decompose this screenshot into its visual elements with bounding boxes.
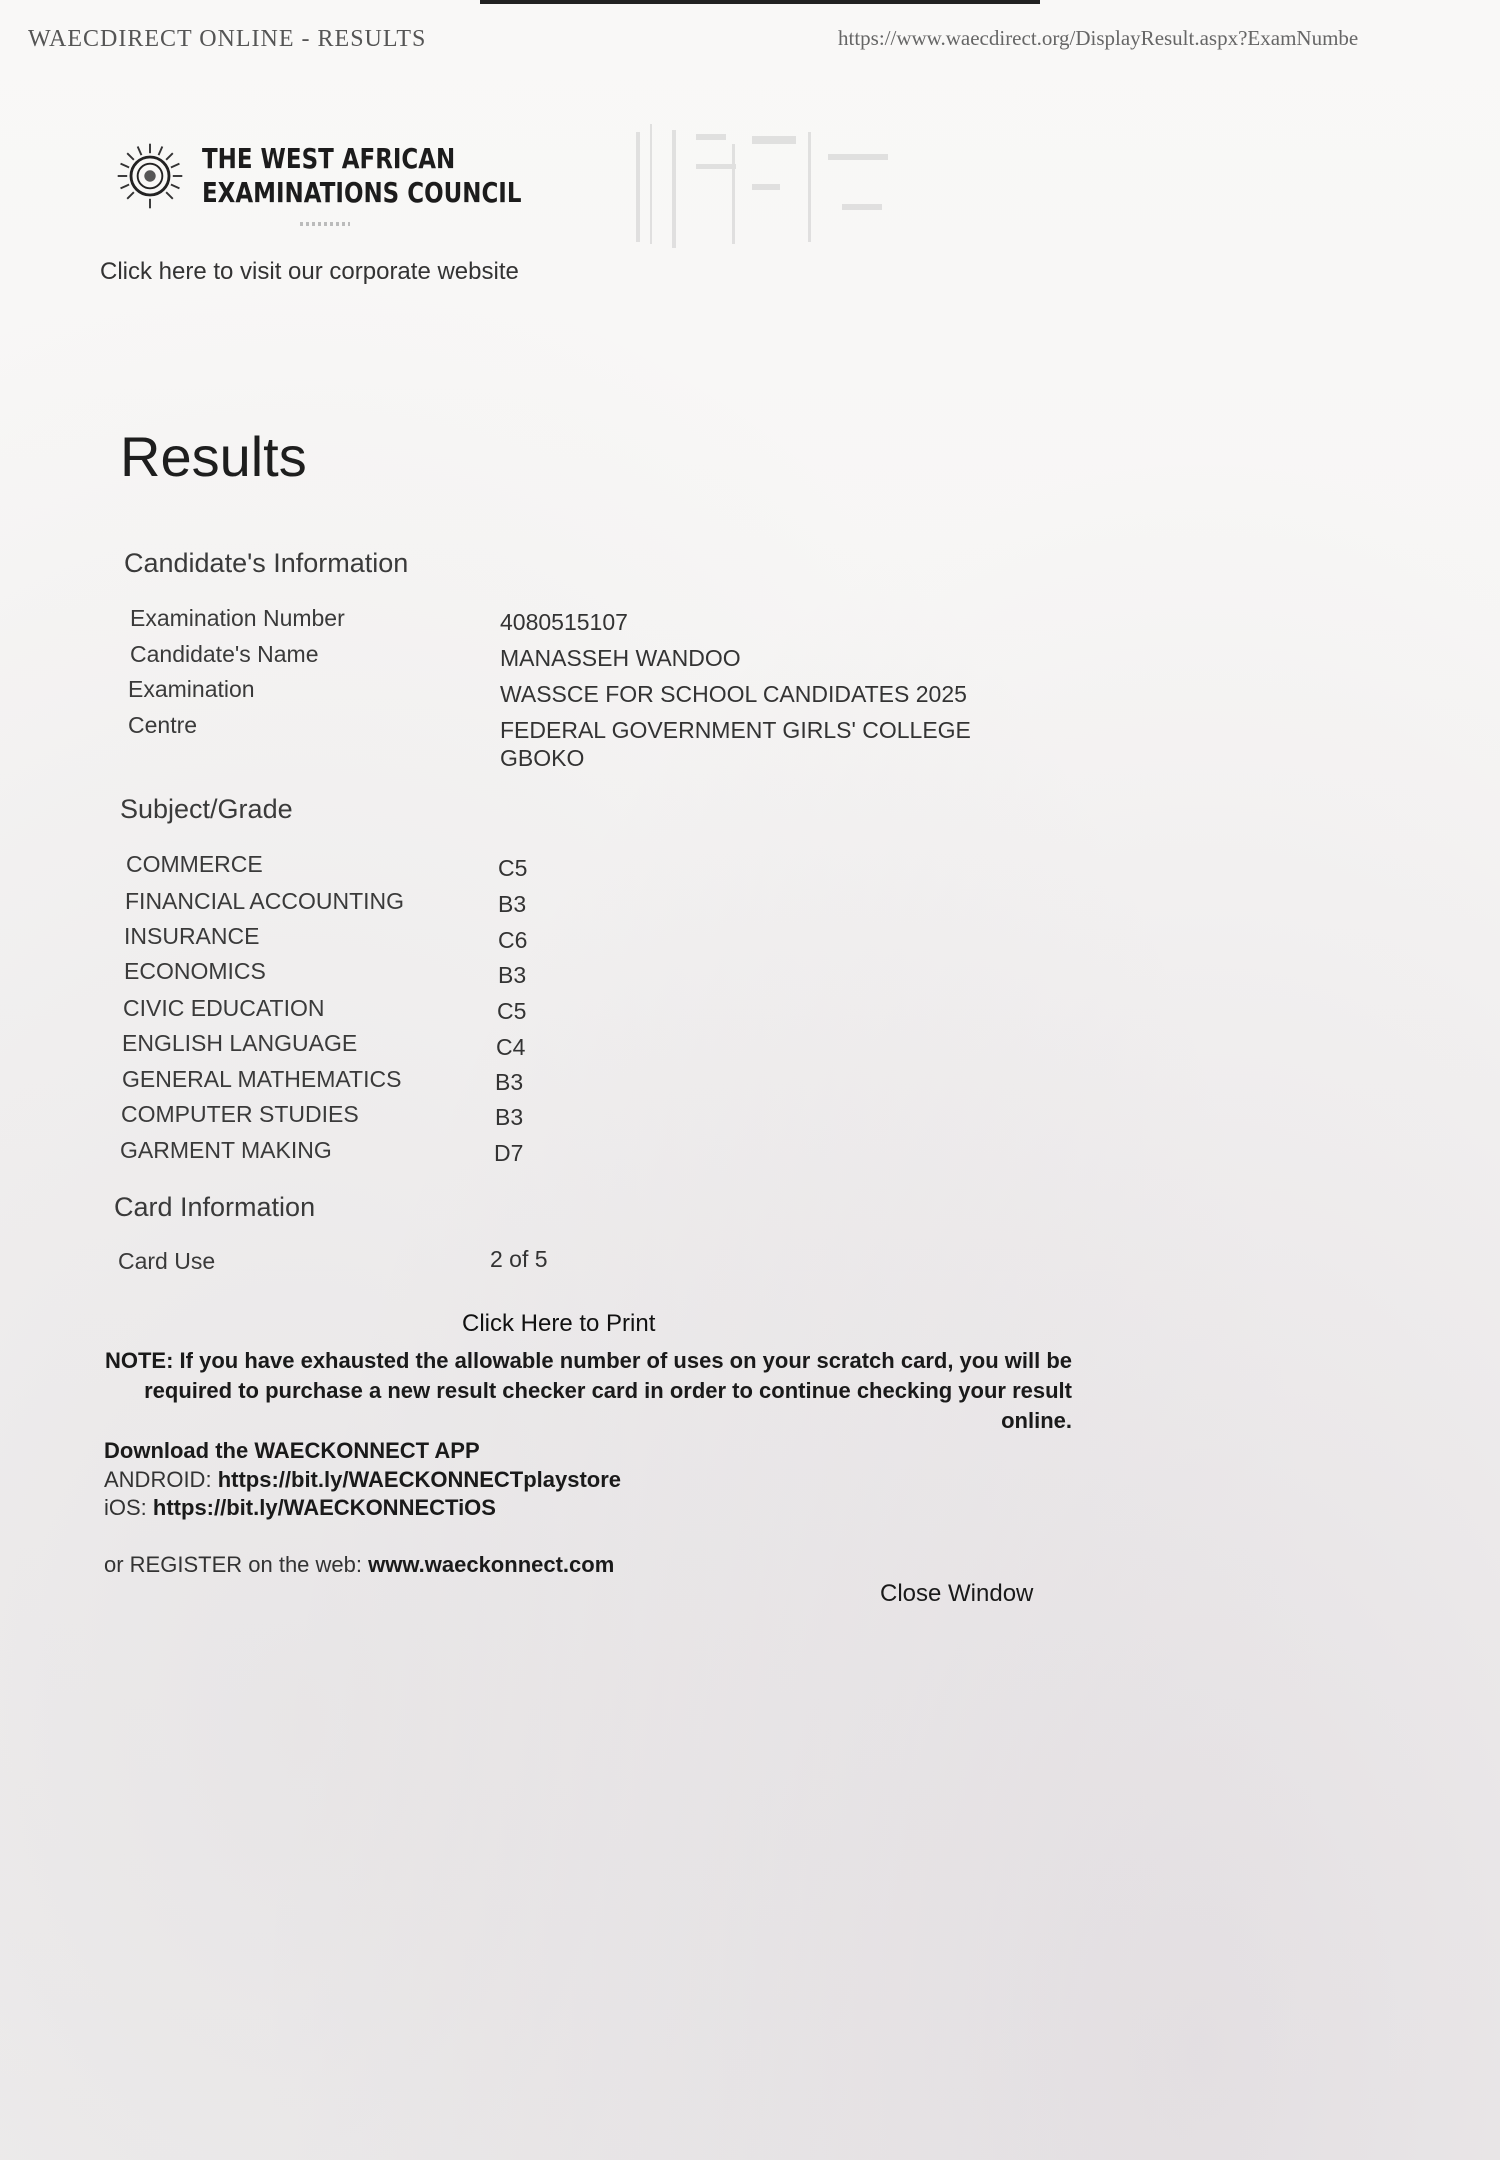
candidate-info-heading: Candidate's Information — [124, 548, 409, 578]
examination-label: Examination — [128, 676, 255, 702]
subject-grade: B3 — [498, 891, 527, 917]
subject-grade: D7 — [494, 1140, 524, 1166]
top-border — [480, 0, 1040, 4]
download-app-title-text: Download the WAECKONNECT APP — [104, 1438, 480, 1463]
examination-value: WASSCE FOR SCHOOL CANDIDATES 2025 — [500, 681, 967, 707]
card-info-heading: Card Information — [114, 1192, 316, 1222]
ios-link[interactable]: https://bit.ly/WAECKONNECTiOS — [152, 1495, 496, 1520]
logo-text — [202, 142, 521, 210]
page-title: Results — [120, 425, 307, 488]
print-header-url: https://www.waecdirect.org/DisplayResult.aspx?ExamNumbe — [838, 26, 1359, 50]
subject-grade: C5 — [497, 998, 527, 1024]
ios-label: iOS: — [104, 1495, 147, 1520]
subject-name: COMPUTER STUDIES — [121, 1101, 359, 1127]
card-use-value: 2 of 5 — [490, 1246, 548, 1272]
print-button[interactable]: Click Here to Print — [462, 1310, 656, 1337]
ios-row — [104, 1495, 496, 1521]
subject-name: CIVIC EDUCATION — [123, 995, 325, 1021]
exam-number-label: Examination Number — [130, 605, 345, 631]
faded-banner-graphic — [632, 124, 962, 254]
logo-line-1: THE WEST AFRICAN — [202, 142, 456, 175]
subject-name: GARMENT MAKING — [120, 1137, 332, 1163]
subject-name: COMMERCE — [126, 851, 263, 877]
note-label: NOTE: — [104, 1348, 174, 1373]
corporate-website-link[interactable]: Click here to visit our corporate website — [100, 258, 519, 285]
waec-logo — [112, 138, 592, 214]
note-text: If you have exhausted the allowable number of uses on your scratch card, you will be required to purchase a new result checker card in order to continue checking your result online. — [144, 1348, 1072, 1433]
waec-seal-icon — [112, 138, 188, 214]
card-use-label: Card Use — [118, 1248, 216, 1274]
subject-grade: B3 — [498, 962, 527, 988]
register-label: or REGISTER on the web: — [104, 1552, 362, 1577]
subject-grade: C4 — [496, 1034, 526, 1060]
candidate-name-label: Candidate's Name — [130, 641, 319, 667]
note-paragraph — [80, 1346, 1072, 1436]
register-row — [104, 1552, 614, 1578]
subject-grade: B3 — [495, 1104, 524, 1130]
android-link[interactable]: https://bit.ly/WAECKONNECTplaystore — [217, 1467, 622, 1492]
subject-grade: C5 — [498, 855, 528, 881]
register-link[interactable]: www.waeckonnect.com — [368, 1552, 615, 1577]
centre-label: Centre — [128, 712, 198, 738]
android-row — [104, 1467, 621, 1493]
subject-name: INSURANCE — [124, 923, 260, 949]
subject-grade-heading: Subject/Grade — [120, 794, 293, 824]
exam-number-value: 4080515107 — [500, 609, 628, 635]
subject-grade: B3 — [495, 1069, 524, 1095]
print-header-title: WAECDIRECT ONLINE - RESULTS — [28, 26, 427, 52]
candidate-name-value: MANASSEH WANDOO — [500, 645, 741, 671]
logo-line-2: EXAMINATIONS COUNCIL — [202, 176, 522, 209]
subject-name: ECONOMICS — [124, 958, 266, 984]
android-label: ANDROID: — [104, 1467, 212, 1492]
download-app-title — [104, 1438, 480, 1464]
subject-name: GENERAL MATHEMATICS — [122, 1066, 402, 1092]
subject-name: ENGLISH LANGUAGE — [122, 1030, 358, 1056]
subject-name: FINANCIAL ACCOUNTING — [125, 888, 405, 914]
centre-value: FEDERAL GOVERNMENT GIRLS' COLLEGE GBOKO — [500, 717, 971, 771]
logo-subtext-smudge — [300, 222, 350, 226]
close-window-button[interactable]: Close Window — [880, 1580, 1034, 1607]
subject-grade: C6 — [498, 927, 528, 953]
